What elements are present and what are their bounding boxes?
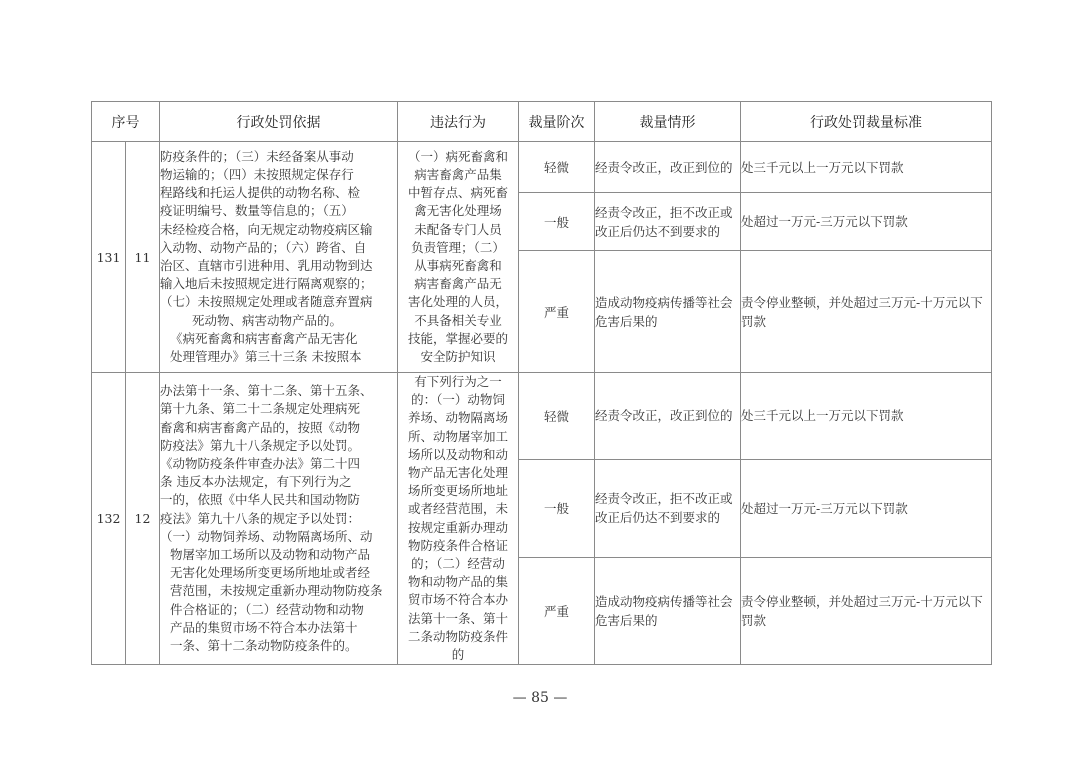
basis-line: 营范围，未按规定重新办理动物防疫条 — [170, 583, 383, 599]
act-line: 贸市场不符合本办 — [407, 592, 508, 608]
basis-line: 治区、直辖市引进种用、乳用动物到达 — [160, 258, 373, 273]
standard-cell: 责令停业整顿，并处超过三万元-十万元以下罚款 — [741, 558, 992, 665]
row-subseq: 11 — [126, 142, 160, 373]
situation-cell: 经责令改正，改正到位的 — [595, 142, 741, 193]
act-line: 或者经营范围，未 — [407, 501, 508, 517]
act-line: 技能，掌握必要的 — [407, 330, 508, 346]
basis-line: （七）未按照规定处理或者随意弃置病 — [160, 294, 373, 310]
situation-cell: 经责令改正，拒不改正或改正后仍达不到要求的 — [595, 193, 741, 251]
act-line: 中暂存点、病死畜 — [407, 185, 508, 201]
act-line: 病害畜禽产品无 — [414, 276, 502, 292]
situation-cell: 经责令改正，拒不改正或改正后仍达不到要求的 — [595, 459, 741, 557]
act-line: 的：（一）动物饲 — [411, 392, 505, 408]
page-number: — 85 — — [512, 690, 568, 706]
level-general: 一般 — [519, 459, 595, 557]
header-seq: 序号 — [92, 102, 160, 142]
level-minor: 轻微 — [519, 373, 595, 460]
act-line: 二条动物防疫条件 — [407, 628, 508, 644]
situation-cell: 造成动物疫病传播等社会危害后果的 — [595, 251, 741, 373]
row-seq: 132 — [92, 373, 126, 665]
basis-line: 防疫条件的；（三）未经备案从事动 — [160, 148, 354, 164]
basis-line: 一的，依照《中华人民共和国动物防 — [160, 492, 361, 508]
header-basis: 行政处罚依据 — [160, 102, 398, 142]
basis-line: 物运输的；（四）未按照规定保存行 — [160, 166, 354, 182]
act-line: 场所变更场所地址 — [407, 483, 508, 499]
basis-line: （一）动物饲养场、动物隔离场所、动 — [160, 528, 373, 544]
basis-line: 输入地后未按照规定进行隔离观察的； — [160, 276, 373, 292]
basis-line: 《动物防疫条件审查办法》第二十四 — [160, 455, 361, 471]
header-standard: 行政处罚裁量标准 — [741, 102, 992, 142]
basis-line: 处理管理办》第三十三条 未按照本 — [170, 349, 362, 365]
basis-line: 第十九条、第二十二条规定处理病死 — [160, 401, 361, 417]
act-line: （一）病死畜禽和 — [407, 148, 508, 164]
table-row — [92, 142, 992, 193]
row-basis — [160, 373, 398, 665]
act-line: 禽无害化处理场 — [414, 203, 502, 219]
basis-line: 未经检疫合格，向无规定动物疫病区输 — [160, 221, 373, 237]
basis-line: 产品的集贸市场不符合本办法第十 — [170, 619, 358, 635]
standard-cell: 处三千元以上一万元以下罚款 — [741, 373, 992, 460]
row-basis — [160, 142, 398, 373]
basis-line: 死动物、病害动物产品的。 — [192, 312, 343, 328]
basis-line: 《病死畜禽和病害畜禽产品无害化 — [170, 330, 358, 346]
act-line: 法第十一条、第十 — [407, 610, 508, 626]
header-situation: 裁量情形 — [595, 102, 741, 142]
level-serious: 严重 — [519, 251, 595, 373]
basis-line: 入动物、动物产品的；（六）跨省、自 — [160, 239, 367, 255]
basis-line: 物屠宰加工场所以及动物和动物产品 — [170, 546, 371, 562]
basis-line: 防疫法》第九十八条规定予以处罚。 — [160, 437, 361, 453]
standard-cell: 处三千元以上一万元以下罚款 — [741, 142, 992, 193]
act-line: 病害畜禽产品集 — [414, 166, 502, 182]
act-line: 的 — [451, 647, 465, 663]
row-seq: 131 — [92, 142, 126, 373]
basis-line: 办法第十一条、第十二条、第十五条、 — [160, 383, 373, 399]
basis-line: 疫证明编号、数量等信息的；（五） — [160, 203, 354, 219]
act-line: 物和动物产品的集 — [407, 574, 508, 590]
basis-line: 畜禽和病害畜禽产品的，按照《动物 — [160, 419, 361, 435]
act-line: 有下列行为之一 — [414, 374, 502, 389]
standard-cell: 责令停业整顿，并处超过三万元-十万元以下罚款 — [741, 251, 992, 373]
basis-line: 件合格证的；（二）经营动物和动物 — [170, 601, 364, 617]
table-row — [92, 373, 992, 460]
header-act: 违法行为 — [398, 102, 519, 142]
act-line: 的；（二）经营动 — [411, 556, 505, 572]
basis-line: 无害化处理场所变更场所地址或者经 — [170, 565, 371, 581]
act-line: 养场、动物隔离场 — [407, 410, 508, 426]
header-level: 裁量阶次 — [519, 102, 595, 142]
table-header-row — [92, 102, 992, 142]
act-line: 所、动物屠宰加工 — [407, 428, 508, 444]
act-line: 安全防护知识 — [420, 349, 496, 365]
row-subseq: 12 — [126, 373, 160, 665]
act-line: 不具备相关专业 — [414, 312, 502, 328]
standard-cell: 处超过一万元-三万元以下罚款 — [741, 193, 992, 251]
act-line: 负责管理；（二） — [411, 239, 505, 255]
act-line: 害化处理的人员， — [407, 294, 508, 310]
basis-line: 疫法》第九十八条的规定予以处罚： — [160, 510, 361, 526]
standard-cell: 处超过一万元-三万元以下罚款 — [741, 459, 992, 557]
level-minor: 轻微 — [519, 142, 595, 193]
act-line: 未配备专门人员 — [414, 221, 502, 237]
act-line: 物产品无害化处理 — [407, 465, 508, 481]
basis-line: 条 违反本办法规定，有下列行为之 — [160, 474, 352, 490]
basis-line: 程路线和托运人提供的动物名称、检 — [160, 185, 361, 201]
row-act — [398, 373, 519, 665]
row-act — [398, 142, 519, 373]
level-serious: 严重 — [519, 558, 595, 665]
act-line: 物防疫条件合格证 — [407, 537, 508, 553]
situation-cell: 经责令改正，改正到位的 — [595, 373, 741, 460]
act-line: 从事病死畜禽和 — [414, 258, 502, 273]
situation-cell: 造成动物疫病传播等社会危害后果的 — [595, 558, 741, 665]
penalty-discretion-table — [91, 101, 992, 665]
level-general: 一般 — [519, 193, 595, 251]
basis-line: 一条、第十二条动物防疫条件的。 — [170, 637, 358, 653]
act-line: 按规定重新办理动 — [407, 519, 508, 535]
act-line: 场所以及动物和动 — [407, 446, 508, 462]
